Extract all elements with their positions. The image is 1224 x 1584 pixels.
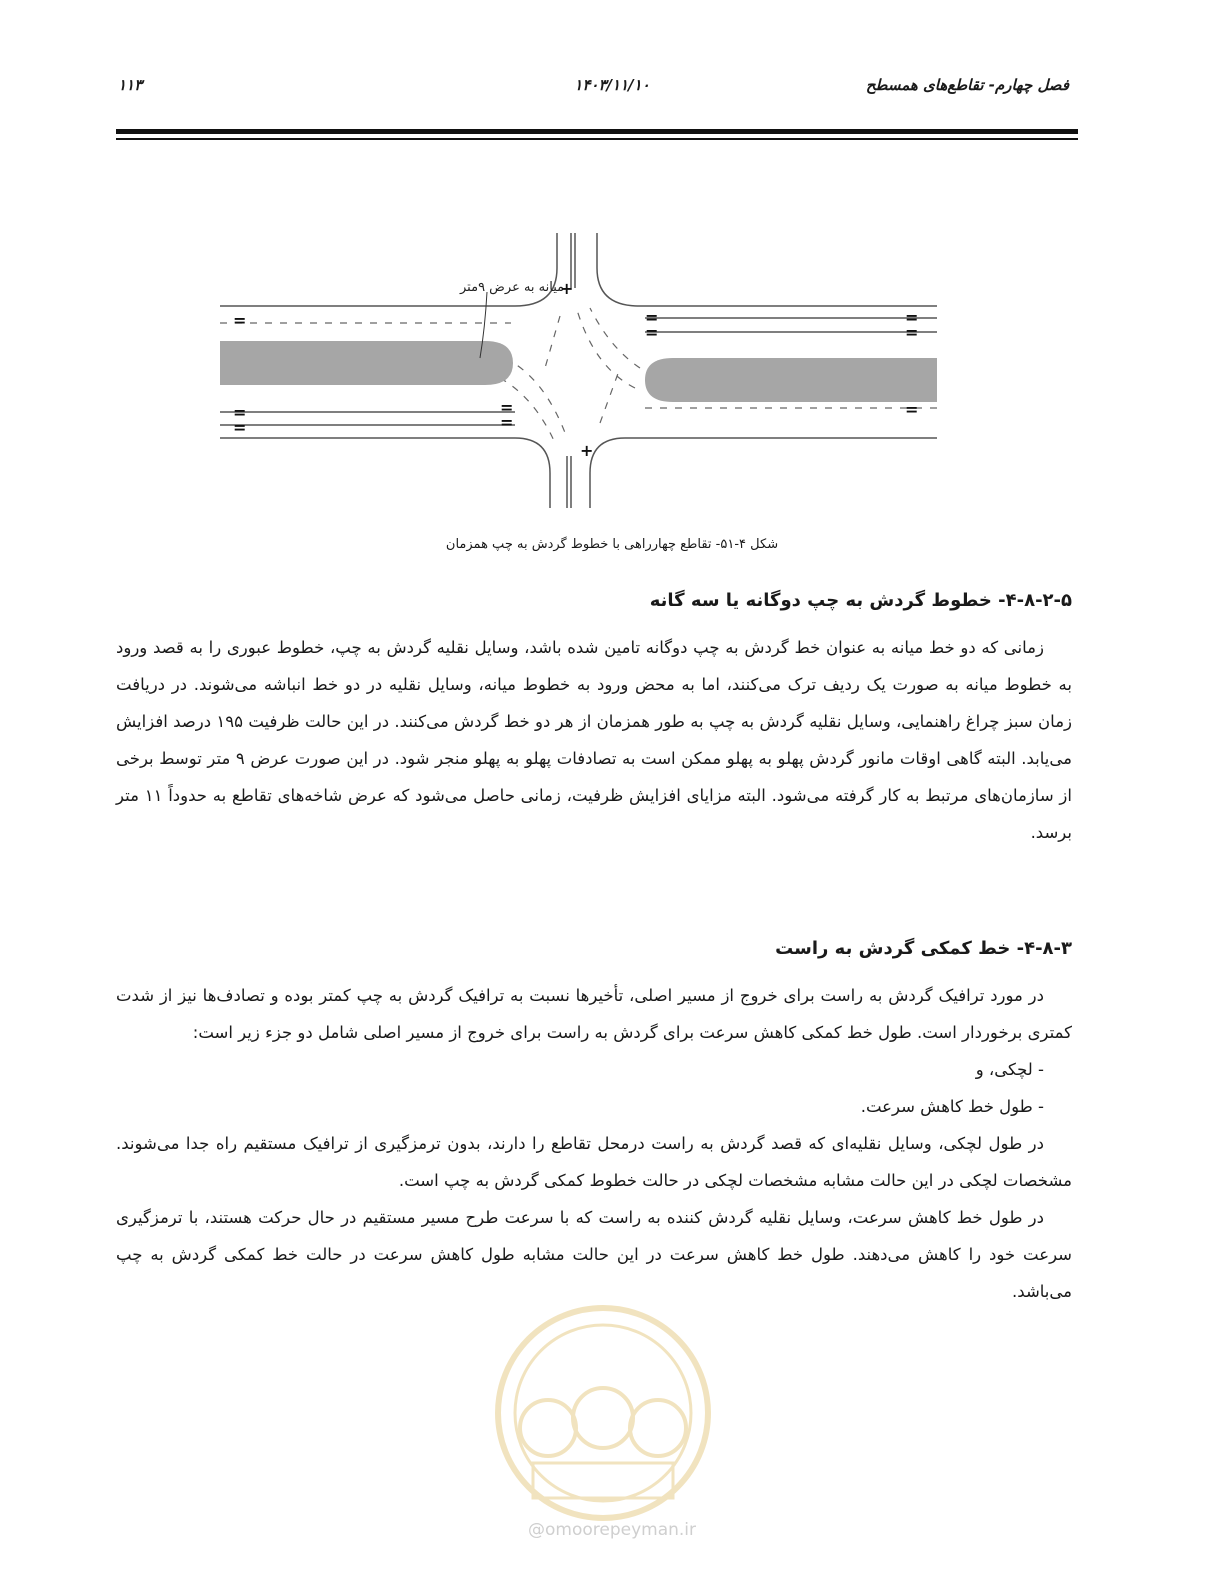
footer-watermark: @omoorepeyman.ir (527, 1520, 697, 1540)
list-item-1: - لچکی، و (975, 1060, 1044, 1079)
arrow-symbol-11: = (500, 398, 514, 417)
section-2-paragraph-3: در طول خط کاهش سرعت، وسایل نقلیه گردش کننده به راست که با سرعت طرح مسیر مستقیم در حال حرکت هستند، با ترمزگیری سرعت خود را کاهش می‌دهند. طول خط کاهش سرعت در این حالت مشابه طول کاهش سرعت در حالت خط کمکی گردش به چپ می‌باشد. (116, 1208, 1072, 1301)
arrow-symbol-2: + (580, 441, 594, 460)
centre-line-bottom (567, 456, 571, 508)
section-2-heading: ۴-۸-۳- خط کمکی گردش به راست (775, 938, 1072, 959)
arrow-symbol-8: = (905, 308, 919, 327)
curb-top-left (220, 233, 557, 306)
arrow-symbol-3: = (233, 311, 247, 330)
lane-lines-right-top (645, 318, 937, 332)
lane-lines-left-bottom (220, 412, 515, 425)
arrow-symbol-7: = (645, 323, 659, 342)
arrow-symbol-10: = (905, 400, 919, 419)
arrow-symbol-12: = (500, 413, 514, 432)
median-right (645, 358, 937, 402)
header-rule-thin (116, 138, 1078, 140)
section-1-heading: ۴-۸-۲-۵- خطوط گردش به چپ دوگانه یا سه گانه (649, 590, 1072, 611)
header-rule-thick (116, 129, 1078, 134)
curb-top-right (597, 233, 937, 306)
median-left (220, 341, 513, 385)
section-1-paragraph: زمانی که دو خط میانه به عنوان خط گردش به چپ دوگانه تامین شده باشد، وسایل نقلیه گردش به چپ، خطوط عبوری را به قصد ورود به خطوط میانه به صورت یک ردیف ترک می‌کنند، اما به محض ورود به خطوط میانه، وسایل نقلیه در دو خط انباشه می‌شوند. در دریافت زمان سبز چراغ راهنمایی، وسایل نقلیه گردش به چپ به طور همزمان از هر دو خط گردش می‌کنند. در این حالت ظرفیت ۱۹۵ درصد افزایش می‌یابد. البته گاهی اوقات مانور گردش پهلو به پهلو ممکن است به تصادفات پهلو به پهلو منجر شود. در این صورت عرض ۹ متر توسط برخی از سازمان‌های مرتبط به کار گرفته می‌شود. البته مزایای افزایش ظرفیت، زمانی حاصل می‌شود که عرض شاخه‌های تقاطع به حدوداً ۱۱ متر برسد. (116, 638, 1073, 842)
chapter-title: فصل چهارم- تقاطع‌های همسطح (865, 76, 1069, 94)
figure-caption: شکل ۴-۵۱- تقاطع چهارراهی با خطوط گردش به چپ همزمان (445, 537, 779, 552)
section-2-paragraph-2: در طول لچکی، وسایل نقلیه‌ای که قصد گردش به راست درمحل تقاطع را دارند، بدون ترمزگیری از ترافیک مستقیم راه جدا می‌شوند. مشخصات لچکی در این حالت مشابه مشخصات لچکی در حالت خطوط کمکی گردش به چپ است. (116, 1134, 1072, 1190)
page-number: ۱۱۳ (118, 76, 143, 94)
curb-bottom-left (220, 438, 550, 508)
turn-path-5 (545, 316, 560, 368)
annotation-label: میانه به عرض ۹متر (460, 280, 565, 295)
list-item-2: - طول خط کاهش سرعت. (860, 1097, 1044, 1116)
watermark-seal (488, 1298, 718, 1528)
section-1 (116, 590, 1072, 851)
arrow-symbol-6: = (645, 308, 659, 327)
arrow-symbol-4: = (233, 403, 247, 422)
header-date: ۱۴۰۳/۱۱/۱۰ (574, 76, 650, 94)
intersection-figure (215, 228, 942, 513)
arrow-symbol-5: = (233, 418, 247, 437)
turn-path-4 (590, 308, 640, 368)
section-2 (116, 938, 1072, 1310)
section-2-paragraph-1: در مورد ترافیک گردش به راست برای خروج از مسیر اصلی، تأخیرها نسبت به ترافیک گردش به چپ کمتر بوده و تصادف‌ها نیز از شدت کمتری برخوردار است. طول خط کمکی کاهش سرعت برای گردش به راست برای خروج از مسیر اصلی شامل دو جزء زیر است: (116, 986, 1072, 1042)
turn-path-6 (600, 368, 620, 423)
turn-path-3 (577, 310, 635, 388)
arrow-symbol-1: + (560, 279, 574, 298)
turn-path-1 (505, 358, 567, 438)
arrow-symbol-9: = (905, 323, 919, 342)
curb-bottom-right (590, 438, 937, 508)
